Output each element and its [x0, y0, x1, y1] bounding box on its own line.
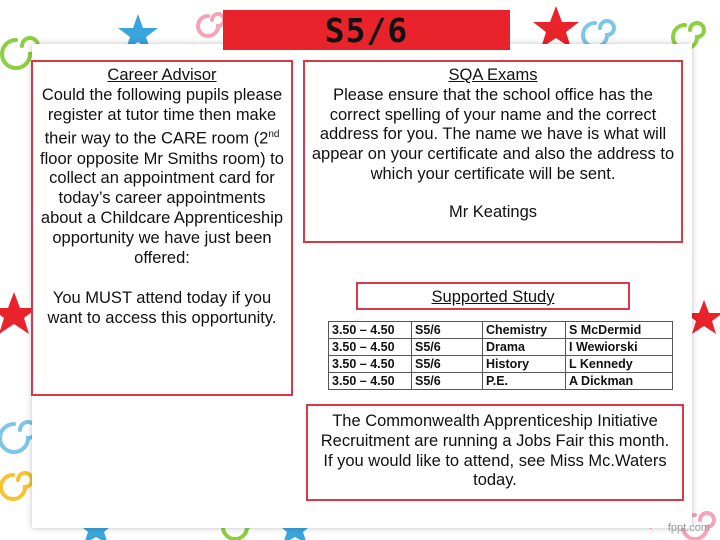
study-teacher: S McDermid	[566, 322, 673, 339]
career-advisor-box	[31, 60, 293, 396]
career-heading: Career Advisor	[107, 66, 217, 84]
study-teacher: L Kennedy	[566, 356, 673, 373]
table-row	[329, 356, 673, 373]
career-body-post: floor opposite Mr Smiths room) to collect an appointment card for today’s career appointments about a Childcare Apprenticeship opportunity we have just been offered:	[40, 149, 284, 267]
study-subject: Drama	[483, 339, 566, 356]
study-subject: Chemistry	[483, 322, 566, 339]
star-icon	[533, 6, 579, 48]
study-year: S5/6	[412, 322, 483, 339]
table-row	[329, 322, 673, 339]
study-teacher: A Dickman	[566, 373, 673, 390]
sqa-exams-box	[303, 60, 683, 243]
study-time: 3.50 – 4.50	[329, 356, 412, 373]
study-time: 3.50 – 4.50	[329, 322, 412, 339]
sqa-body: Please ensure that the school office has the correct spelling of your name and the correct address for you. The name we have is what will appear on your certificate and also the address to which your certificate will be sent.	[311, 85, 675, 183]
career-body	[36, 86, 288, 269]
study-year: S5/6	[412, 373, 483, 390]
career-body-sup: nd	[268, 129, 280, 141]
table-row	[329, 373, 673, 390]
study-teacher: I Wewiorski	[566, 339, 673, 356]
study-year: S5/6	[412, 339, 483, 356]
study-subject: History	[483, 356, 566, 373]
table-row	[329, 339, 673, 356]
supported-study-heading-box	[356, 282, 630, 310]
supported-study-heading: Supported Study	[431, 288, 555, 306]
career-body-pre: Could the following pupils please register at tutor time then make their way to the CARE room (2	[41, 85, 283, 148]
study-time: 3.50 – 4.50	[329, 373, 412, 390]
swirl-icon	[1, 473, 32, 499]
swirl-icon	[198, 14, 224, 36]
slide-title: S5/6	[324, 11, 409, 50]
sqa-heading: SQA Exams	[448, 66, 538, 84]
career-must-attend: You MUST attend today if you want to access this opportunity.	[47, 289, 277, 328]
swirl-icon	[0, 422, 36, 452]
supported-study-table	[328, 321, 673, 390]
study-year: S5/6	[412, 356, 483, 373]
sqa-signature: Mr Keatings	[448, 202, 538, 221]
commonwealth-apprenticeship-box	[306, 404, 684, 501]
study-subject: P.E.	[483, 373, 566, 390]
study-time: 3.50 – 4.50	[329, 339, 412, 356]
watermark: fppt.com	[667, 522, 710, 534]
commonwealth-body: The Commonwealth Apprenticeship Initiative Recruitment are running a Jobs Fair this month. If you would like to attend, see Miss Mc.Waters today.	[320, 412, 670, 490]
